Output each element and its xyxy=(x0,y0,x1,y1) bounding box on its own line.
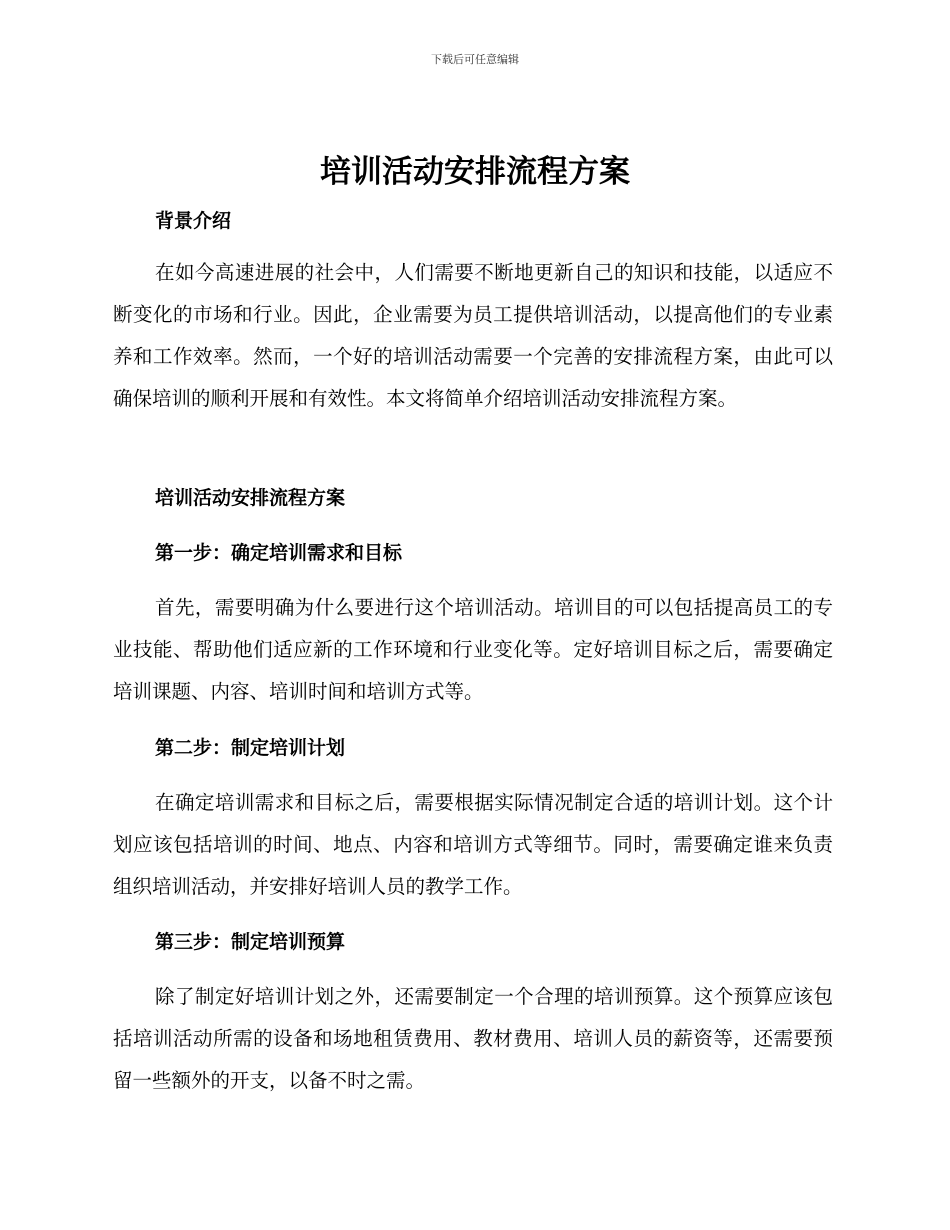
paragraph-step-1: 首先，需要明确为什么要进行这个培训活动。培训目的可以包括提高员工的专业技能、帮助他们适应新的工作环境和行业变化等。定好培训目标之后，需要确定培训课题、内容、培训时间和培训方式等。 xyxy=(113,596,833,703)
step2-heading-block xyxy=(113,733,833,763)
section-heading-plan: 培训活动安排流程方案 xyxy=(155,487,346,509)
background-paragraph-block xyxy=(113,252,833,420)
page-header-note: 下载后可任意编辑 xyxy=(431,53,519,66)
background-heading-block xyxy=(113,206,833,236)
step3-paragraph-block xyxy=(113,976,833,1102)
step-heading-1: 第一步：确定培训需求和目标 xyxy=(155,542,403,564)
step-heading-2: 第二步：制定培训计划 xyxy=(155,737,346,759)
step-heading-3: 第三步：制定培训预算 xyxy=(155,931,346,953)
step1-paragraph-block xyxy=(113,587,833,713)
step3-heading-block xyxy=(113,927,833,957)
paragraph-step-3: 除了制定好培训计划之外，还需要制定一个合理的培训预算。这个预算应该包括培训活动所需的设备和场地租赁费用、教材费用、培训人员的薪资等，还需要预留一些额外的开支，以备不时之需。 xyxy=(113,985,833,1092)
plan-heading-block xyxy=(113,483,833,513)
step2-paragraph-block xyxy=(113,782,833,908)
document-title: 培训活动安排流程方案 xyxy=(320,154,630,190)
step1-heading-block xyxy=(113,538,833,568)
paragraph-step-2: 在确定培训需求和目标之后，需要根据实际情况制定合适的培训计划。这个计划应该包括培训的时间、地点、内容和培训方式等细节。同时，需要确定谁来负责组织培训活动，并安排好培训人员的教学工作。 xyxy=(113,791,833,898)
section-heading-background: 背景介绍 xyxy=(155,210,232,232)
paragraph-background: 在如今高速进展的社会中，人们需要不断地更新自己的知识和技能，以适应不断变化的市场和行业。因此，企业需要为员工提供培训活动，以提高他们的专业素养和工作效率。然而，一个好的培训活动需要一个完善的安排流程方案，由此可以确保培训的顺利开展和有效性。本文将简单介绍培训活动安排流程方案。 xyxy=(113,261,833,410)
